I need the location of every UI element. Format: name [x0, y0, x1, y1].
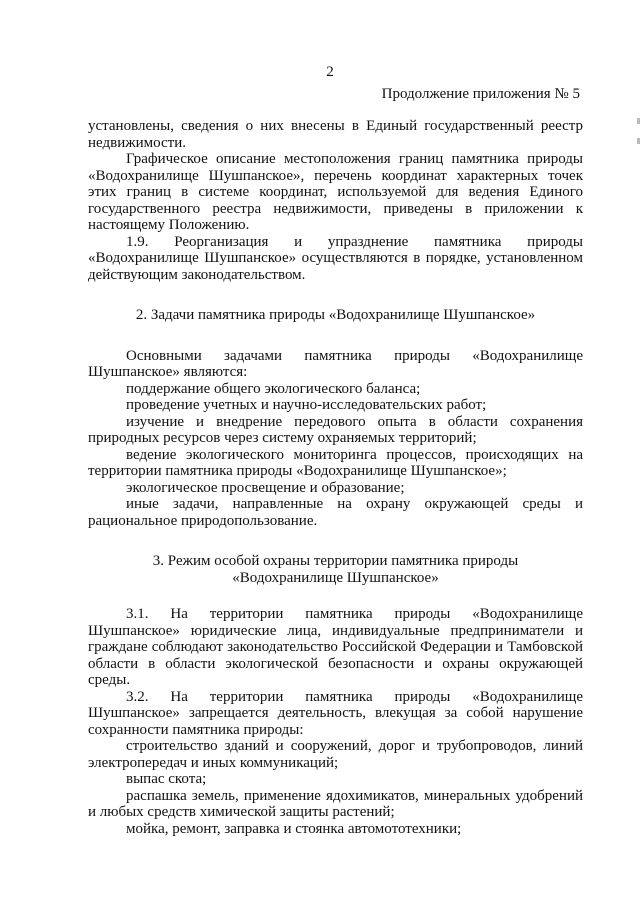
paragraph-3-1: 3.1. На территории памятника природы «Водохранилище Шушпанское» юридические лица, индивидуальные предприниматели и граждане соблюдают законодательство Российской Федерации и Тамбовской области в области экологической безопасности и охраны окружающей среды.: [88, 606, 583, 688]
list-item-task: проведение учетных и научно-исследовательских работ;: [126, 397, 487, 413]
document-body: [88, 118, 583, 837]
list-item-task: поддержание общего экологического баланса;: [126, 380, 421, 397]
list-item-prohibited: строительство зданий и сооружений, дорог и трубопроводов, линий электропередач и иных коммуникаций;: [88, 738, 583, 771]
list-item-task: ведение экологического мониторинга процессов, происходящих на территории памятника природы «Водохранилище Шушпанское»;: [88, 446, 583, 479]
page-number: 2: [326, 64, 334, 80]
list-item-prohibited: распашка земель, применение ядохимикатов, минеральных удобрений и любых средств химической защиты растений;: [88, 787, 583, 820]
section-3-heading-line1: 3. Режим особой охраны территории памятника природы: [152, 553, 519, 569]
paragraph-graphic-description: Графическое описание местоположения границ памятника природы «Водохранилище Шушпанское», перечень координат характерных точек этих границ в системе координат, используемой для ведения Единого государственного реестра недвижимости, приведены в приложении к настоящему Положению.: [88, 151, 583, 233]
paragraph-3-2: 3.2. На территории памятника природы «Водохранилище Шушпанское» запрещается деятельность, влекущая за собой нарушение сохранности памятника природы:: [88, 688, 583, 738]
paragraph-continuation: установлены, сведения о них внесены в Единый государственный реестр недвижимости.: [88, 118, 583, 151]
paragraph-1-9: 1.9. Реорганизация и упразднение памятника природы «Водохранилище Шушпанское» осуществляются в порядке, установленном действующим законодательством.: [88, 233, 583, 283]
list-item-task: экологическое просвещение и образование;: [126, 479, 405, 496]
list-item-task: изучение и внедрение передового опыта в области сохранения природных ресурсов через систему охраняемых территорий;: [88, 413, 583, 446]
section-2-heading: 2. Задачи памятника природы «Водохранилище Шушпанское»: [135, 307, 536, 323]
appendix-header: Продолжение приложения № 5: [381, 86, 580, 102]
list-item-task: иные задачи, направленные на охрану окружающей среды и рациональное природопользование.: [88, 496, 583, 529]
list-item-prohibited: мойка, ремонт, заправка и стоянка автомототехники;: [126, 820, 462, 837]
paragraph-tasks-intro: Основными задачами памятника природы «Водохранилище Шушпанское» являются:: [88, 347, 583, 380]
section-3-heading-line2: «Водохранилище Шушпанское»: [232, 569, 439, 586]
list-item-prohibited: выпас скота;: [126, 771, 207, 787]
